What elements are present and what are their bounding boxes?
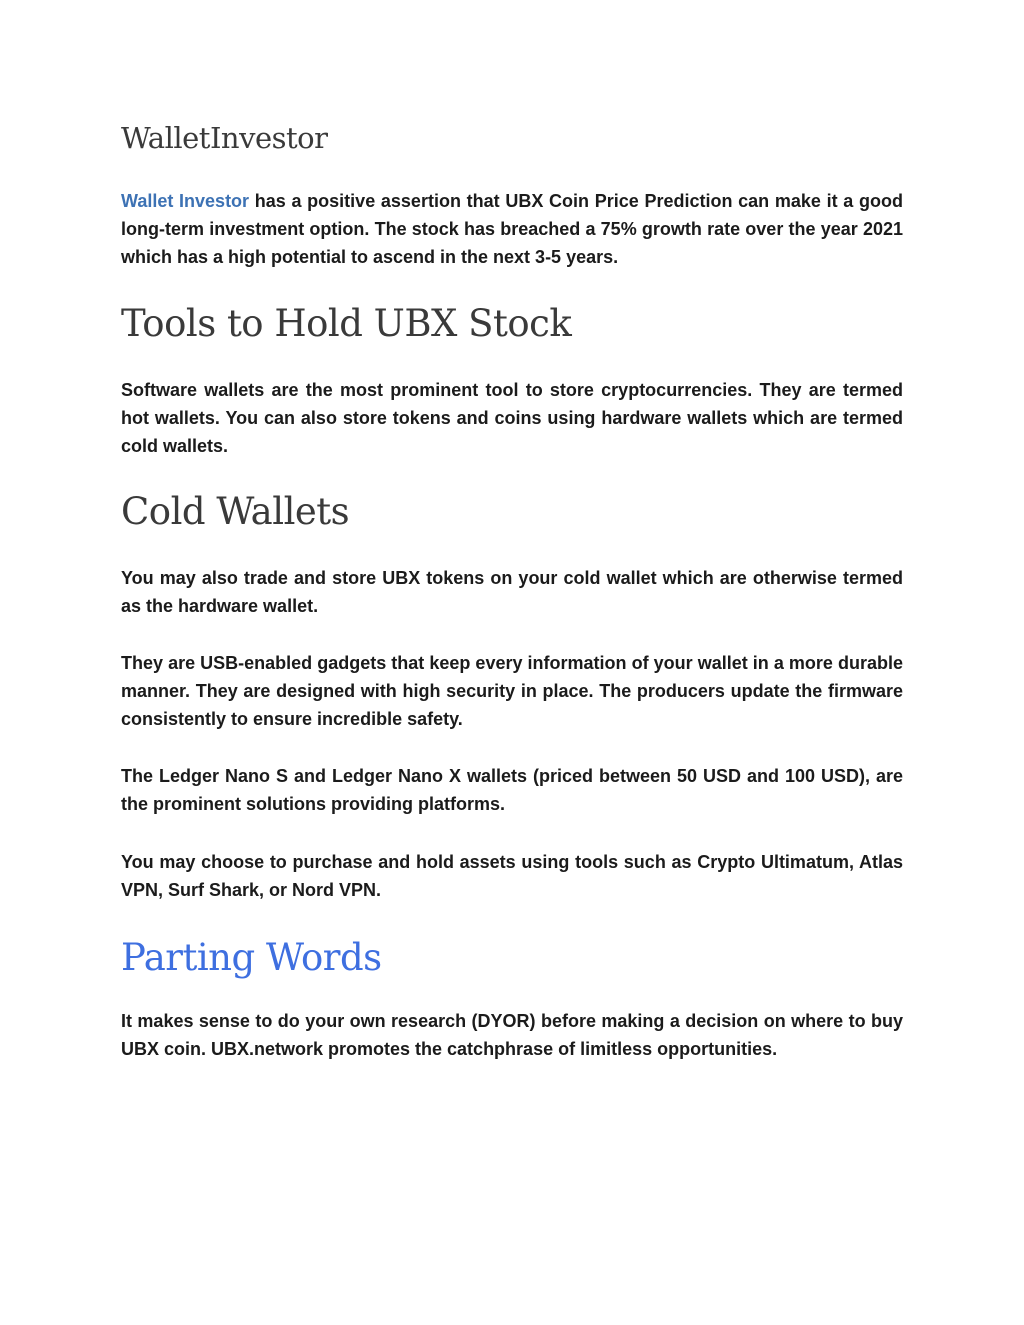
cold-wallets-heading: Cold Wallets xyxy=(121,490,350,533)
cold-wallets-paragraph-2: They are USB-enabled gadgets that keep every information of your wallet in a more durable manner. They are designed with high security in place. The producers update the firmware consistently to ensure incredible safety. xyxy=(121,653,903,729)
parting-words-paragraph: It makes sense to do your own research (DYOR) before making a decision on where to buy UBX coin. UBX.network promotes the catchphrase of limitless opportunities. xyxy=(121,1011,903,1059)
wallet-investor-link[interactable]: Wallet Investor xyxy=(121,191,250,211)
walletinvestor-heading: WalletInvestor xyxy=(121,121,328,155)
cold-wallets-paragraph-3: The Ledger Nano S and Ledger Nano X wallets (priced between 50 USD and 100 USD), are the prominent solutions providing platforms. xyxy=(121,766,903,814)
tools-heading: Tools to Hold UBX Stock xyxy=(121,302,572,345)
tools-paragraph: Software wallets are the most prominent tool to store cryptocurrencies. They are termed hot wallets. You can also store tokens and coins using hardware wallets which are termed cold wallets. xyxy=(121,380,903,456)
cold-wallets-paragraph-4: You may choose to purchase and hold assets using tools such as Crypto Ultimatum, Atlas VPN, Surf Shark, or Nord VPN. xyxy=(121,852,903,900)
cold-wallets-paragraph-1: You may also trade and store UBX tokens on your cold wallet which are otherwise termed as the hardware wallet. xyxy=(121,568,903,616)
walletinvestor-paragraph-text: has a positive assertion that UBX Coin Price Prediction can make it a good long-term investment option. The stock has breached a 75% growth rate over the year 2021 which has a high potential to ascend in the next 3-5 years. xyxy=(121,191,903,267)
parting-words-heading: Parting Words xyxy=(121,936,382,979)
walletinvestor-paragraph xyxy=(121,187,903,271)
